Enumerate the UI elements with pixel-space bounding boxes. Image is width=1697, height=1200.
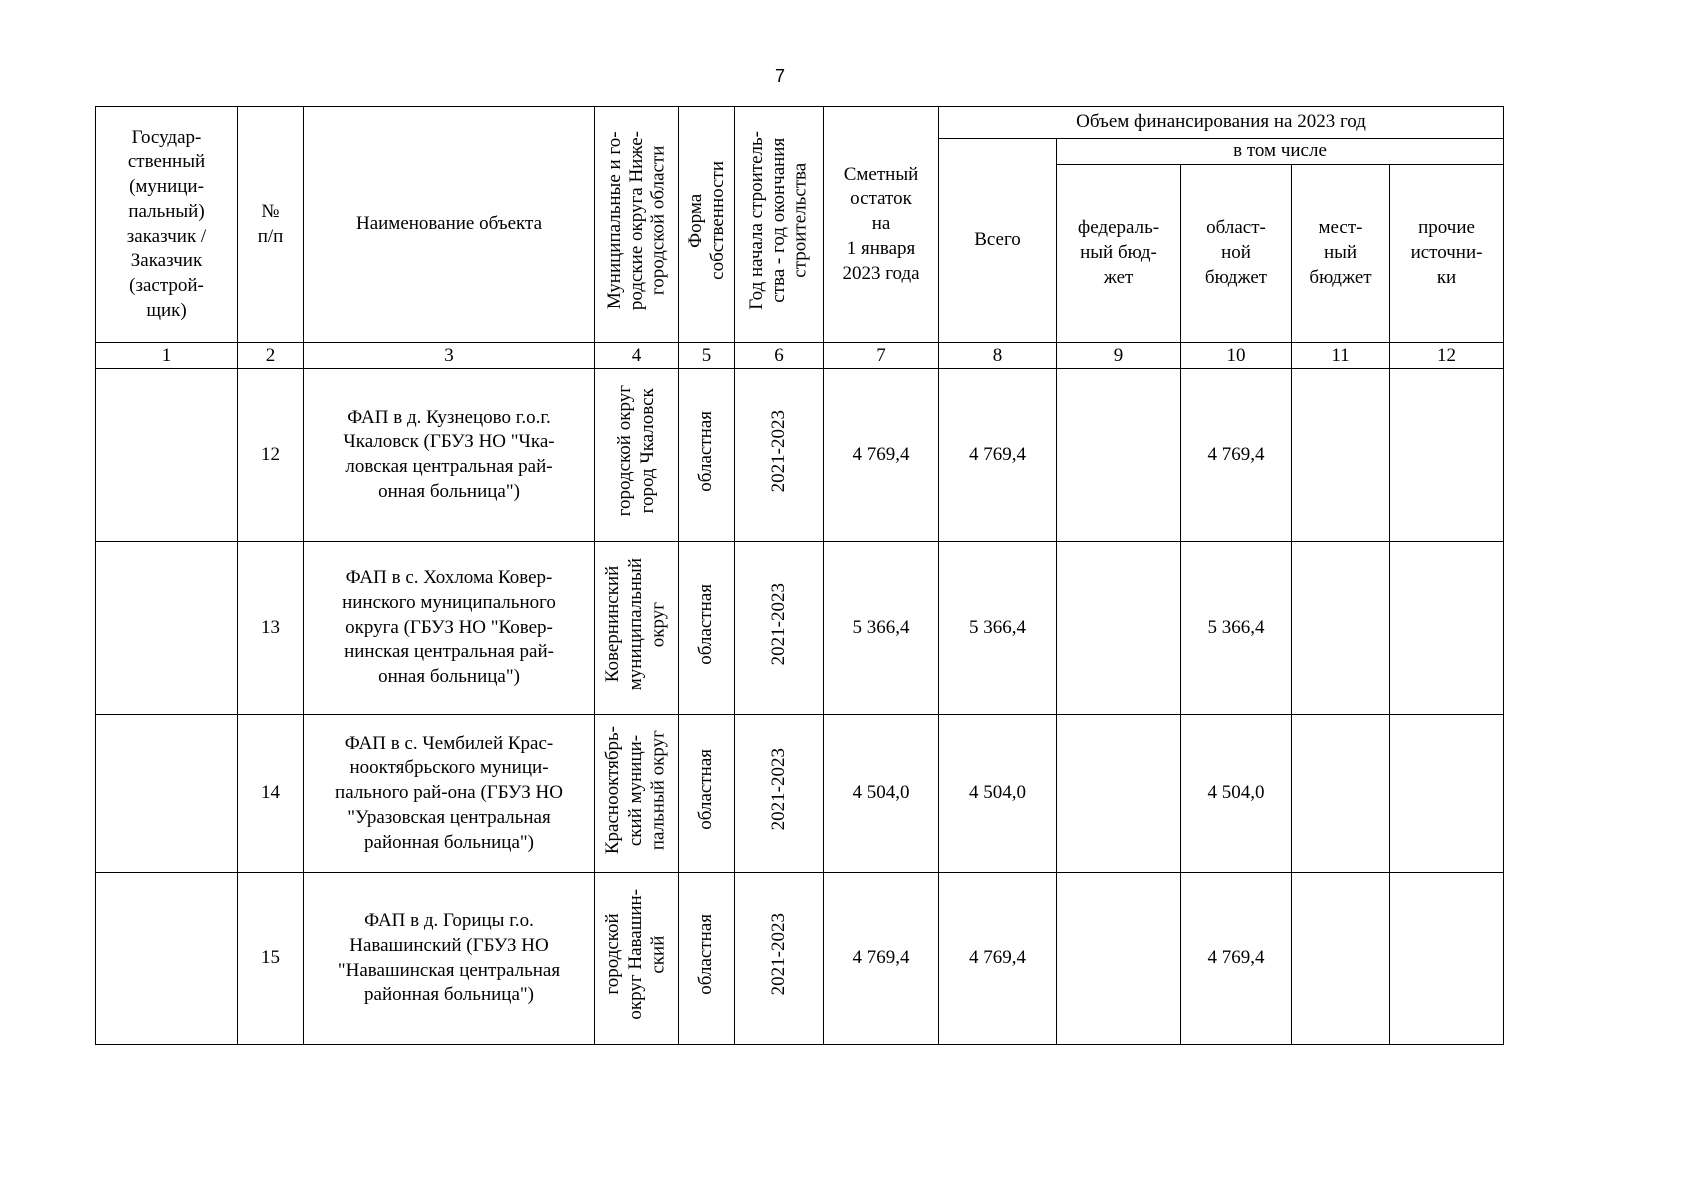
cell-estimate-balance: 4 769,4 bbox=[824, 873, 939, 1045]
header-municipality: Муниципальные и го- родские округа Ниже- городской области bbox=[595, 107, 679, 343]
column-number: 12 bbox=[1390, 343, 1504, 369]
header-ownership: Форма собственности bbox=[679, 107, 735, 343]
cell-federal-budget bbox=[1057, 369, 1181, 542]
cell-object-name: ФАП в с. Хохлома Ковер- нинского муниципального округа (ГБУЗ НО "Ковер- нинская центральная рай- онная больница") bbox=[304, 542, 595, 715]
cell-estimate-balance: 4 504,0 bbox=[824, 715, 939, 873]
cell-regional-budget: 4 769,4 bbox=[1181, 369, 1292, 542]
column-number: 8 bbox=[939, 343, 1057, 369]
column-number: 1 bbox=[96, 343, 238, 369]
page-number: 7 bbox=[774, 66, 785, 86]
cell-construction-years: 2021-2023 bbox=[735, 873, 824, 1045]
cell-customer bbox=[96, 542, 238, 715]
cell-total: 4 769,4 bbox=[939, 873, 1057, 1045]
header-other-sources: прочие источни- ки bbox=[1390, 165, 1504, 343]
cell-ownership: областная bbox=[679, 369, 735, 542]
cell-municipality: Ковернинский муниципальный округ bbox=[595, 542, 679, 715]
cell-index: 13 bbox=[238, 542, 304, 715]
column-number: 4 bbox=[595, 343, 679, 369]
cell-construction-years: 2021-2023 bbox=[735, 542, 824, 715]
construction-funding-table bbox=[95, 106, 1504, 1045]
column-numbers-row bbox=[96, 343, 1504, 369]
column-number: 6 bbox=[735, 343, 824, 369]
cell-municipality: городской округ Навашин- ский bbox=[595, 873, 679, 1045]
cell-estimate-balance: 4 769,4 bbox=[824, 369, 939, 542]
column-number: 9 bbox=[1057, 343, 1181, 369]
header-including: в том числе bbox=[1057, 139, 1504, 165]
cell-other-sources bbox=[1390, 873, 1504, 1045]
cell-federal-budget bbox=[1057, 873, 1181, 1045]
header-total: Всего bbox=[939, 139, 1057, 343]
cell-local-budget bbox=[1292, 715, 1390, 873]
table-body bbox=[96, 369, 1504, 1045]
header-federal-budget: федераль- ный бюд- жет bbox=[1057, 165, 1181, 343]
cell-other-sources bbox=[1390, 542, 1504, 715]
header-funding-group: Объем финансирования на 2023 год bbox=[939, 107, 1504, 139]
header-estimate-balance: Сметный остаток на 1 января 2023 года bbox=[824, 107, 939, 343]
cell-index: 14 bbox=[238, 715, 304, 873]
table-row bbox=[96, 715, 1504, 873]
table-header bbox=[96, 107, 1504, 369]
table-row bbox=[96, 873, 1504, 1045]
cell-local-budget bbox=[1292, 542, 1390, 715]
column-number: 10 bbox=[1181, 343, 1292, 369]
cell-municipality: Краснооктябрь- ский муници- пальный округ bbox=[595, 715, 679, 873]
header-index: № п/п bbox=[238, 107, 304, 343]
cell-local-budget bbox=[1292, 369, 1390, 542]
cell-total: 4 504,0 bbox=[939, 715, 1057, 873]
header-regional-budget: област- ной бюджет bbox=[1181, 165, 1292, 343]
cell-estimate-balance: 5 366,4 bbox=[824, 542, 939, 715]
cell-customer bbox=[96, 715, 238, 873]
cell-federal-budget bbox=[1057, 542, 1181, 715]
header-local-budget: мест- ный бюджет bbox=[1292, 165, 1390, 343]
column-number: 5 bbox=[679, 343, 735, 369]
cell-regional-budget: 5 366,4 bbox=[1181, 542, 1292, 715]
cell-federal-budget bbox=[1057, 715, 1181, 873]
cell-other-sources bbox=[1390, 369, 1504, 542]
table-row bbox=[96, 542, 1504, 715]
cell-regional-budget: 4 769,4 bbox=[1181, 873, 1292, 1045]
cell-total: 4 769,4 bbox=[939, 369, 1057, 542]
cell-municipality: городской округ город Чкаловск bbox=[595, 369, 679, 542]
cell-object-name: ФАП в с. Чембилей Крас- нооктябрьского муници- пального рай-она (ГБУЗ НО "Уразовская центральная районная больница") bbox=[304, 715, 595, 873]
column-number: 11 bbox=[1292, 343, 1390, 369]
header-customer: Государ- ственный (муници- пальный) заказчик / Заказчик (застрой- щик) bbox=[96, 107, 238, 343]
cell-index: 12 bbox=[238, 369, 304, 542]
cell-ownership: областная bbox=[679, 542, 735, 715]
cell-construction-years: 2021-2023 bbox=[735, 369, 824, 542]
column-number: 3 bbox=[304, 343, 595, 369]
cell-construction-years: 2021-2023 bbox=[735, 715, 824, 873]
header-object-name: Наименование объекта bbox=[304, 107, 595, 343]
column-number: 2 bbox=[238, 343, 304, 369]
cell-object-name: ФАП в д. Горицы г.о. Навашинский (ГБУЗ НО "Навашинская центральная районная больница") bbox=[304, 873, 595, 1045]
cell-customer bbox=[96, 873, 238, 1045]
cell-customer bbox=[96, 369, 238, 542]
cell-index: 15 bbox=[238, 873, 304, 1045]
cell-total: 5 366,4 bbox=[939, 542, 1057, 715]
cell-ownership: областная bbox=[679, 873, 735, 1045]
cell-local-budget bbox=[1292, 873, 1390, 1045]
cell-regional-budget: 4 504,0 bbox=[1181, 715, 1292, 873]
header-construction-years: Год начала строитель- ства - год окончания строительства bbox=[735, 107, 824, 343]
cell-object-name: ФАП в д. Кузнецово г.о.г. Чкаловск (ГБУЗ НО "Чка- ловская центральная рай- онная больница") bbox=[304, 369, 595, 542]
column-number: 7 bbox=[824, 343, 939, 369]
table-row bbox=[96, 369, 1504, 542]
cell-ownership: областная bbox=[679, 715, 735, 873]
cell-other-sources bbox=[1390, 715, 1504, 873]
